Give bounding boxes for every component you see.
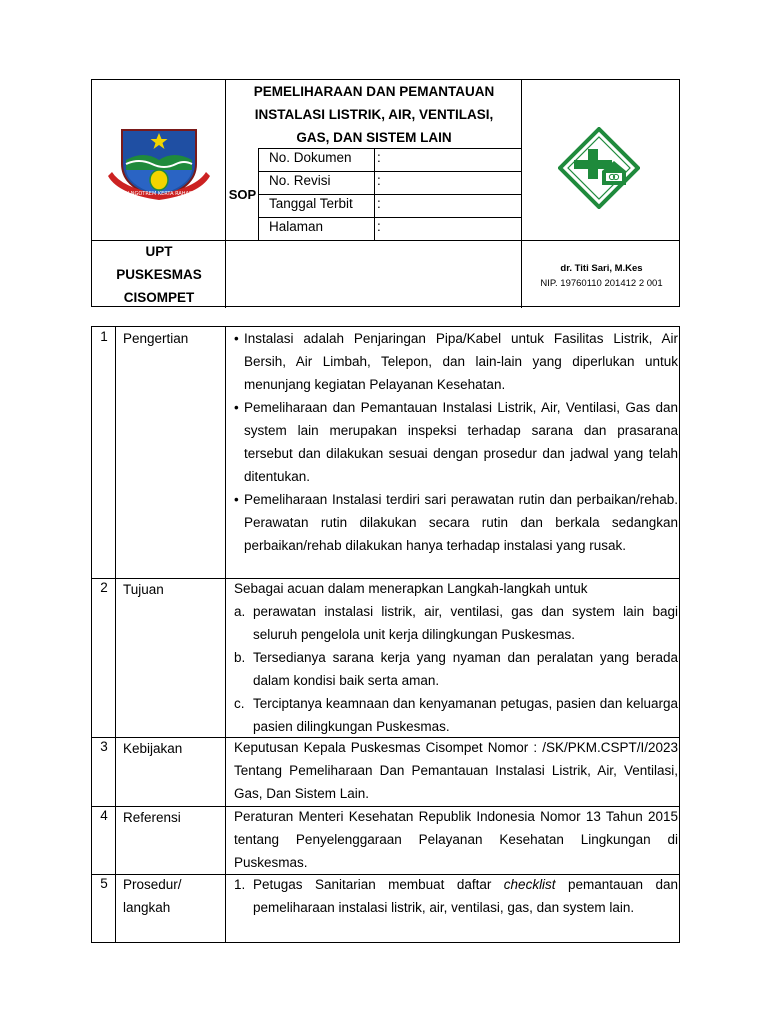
row-label: Pengertian bbox=[123, 331, 189, 346]
row-number: 5 bbox=[100, 876, 108, 891]
row-label: Kebijakan bbox=[123, 741, 183, 756]
meta-row-issue-date bbox=[259, 194, 522, 217]
puskesmas-logo-icon bbox=[558, 127, 640, 209]
row-label: Tujuan bbox=[123, 582, 164, 597]
meta-row-revision bbox=[259, 171, 522, 194]
step-marker: 1. bbox=[234, 877, 246, 892]
item-marker: c. bbox=[234, 696, 245, 711]
unit-line: CISOMPET bbox=[123, 290, 195, 305]
sop-label: SOP bbox=[228, 186, 257, 202]
title-line: GAS, DAN SISTEM LAIN bbox=[296, 130, 452, 145]
row-label bbox=[123, 873, 223, 919]
signatory-nip: NIP. 19760110 201412 2 001 bbox=[540, 278, 663, 289]
procedure-step bbox=[234, 873, 678, 919]
row-number: 1 bbox=[100, 329, 108, 344]
item-text: Terciptanya keamnaan dan kenyamanan petugas, pasien dan keluarga pasien dilingkungan Puskesmas. bbox=[253, 696, 678, 734]
unit-line: PUSKESMAS bbox=[116, 267, 202, 282]
meta-separator: : bbox=[377, 219, 381, 234]
step-text: Petugas Sanitarian membuat daftar bbox=[253, 877, 504, 892]
policy-content: Keputusan Kepala Puskesmas Cisompet Nomor : /SK/PKM.CSPT/I/2023 Tentang Pemeliharaan Dan Pemantauan Instalasi Listrik, Air, Ventilasi, Gas, Dan Sistem Lain. bbox=[234, 740, 678, 801]
step-text: pemantauan dan pemeliharaan instalasi listrik, air, ventilasi, gas, dan system lain. bbox=[253, 877, 678, 915]
bullet-item: • Instalasi adalah Penjaringan Pipa/Kabel untuk Fasilitas Listrik, Air Bersih, Air Limbah, Telepon, dan lain-lain yang diperlukan untuk menunjang kegiatan Pelayanan Kesehatan. bbox=[234, 327, 678, 396]
objective-item bbox=[234, 600, 678, 646]
label-line: Prosedur/ bbox=[123, 877, 182, 892]
definition-content bbox=[234, 327, 678, 557]
bullet-item: • Pemeliharaan dan Pemantauan Instalasi Listrik, Air, Ventilasi, Gas dan system lain merupakan inspeksi terhadap sarana dan prasarana tersebut dan dilakukan sesuai dengan prosedur dan jadwal yang telah ditentukan. bbox=[234, 396, 678, 488]
signatory-name: dr. Titi Sari, M.Kes bbox=[560, 263, 643, 274]
document-title bbox=[226, 80, 522, 149]
step-italic: checklist bbox=[503, 877, 556, 892]
objective-intro: Sebagai acuan dalam menerapkan Langkah-langkah untuk bbox=[234, 581, 588, 596]
meta-label: Halaman bbox=[269, 219, 324, 234]
meta-row-page bbox=[259, 217, 522, 240]
regency-emblem-icon bbox=[104, 124, 214, 204]
row-label: Referensi bbox=[123, 810, 181, 825]
objective-item bbox=[234, 646, 678, 692]
grid-line bbox=[225, 327, 226, 942]
item-marker: a. bbox=[234, 604, 246, 619]
title-line: INSTALASI LISTRIK, AIR, VENTILASI, bbox=[254, 107, 494, 122]
procedure-content bbox=[234, 873, 678, 919]
row-number: 3 bbox=[100, 739, 108, 754]
emblem-motto: SIH NGOTREM KERTA RAHARJA bbox=[120, 191, 198, 197]
unit-line: UPT bbox=[145, 244, 173, 259]
unit-name bbox=[92, 240, 226, 309]
bullet-item: • Pemeliharaan Instalasi terdiri sari perawatan rutin dan perbaikan/rehab. Perawatan rutin dilakukan secara rutin dan berkala sedangkan perbaikan/rehab dilakukan hanya terhadap instalasi yang rusak. bbox=[234, 488, 678, 557]
item-text: Tersedianya sarana kerja yang nyaman dan peralatan yang berada dalam kondisi baik serta aman. bbox=[253, 650, 678, 688]
objective-item bbox=[234, 692, 678, 738]
meta-row-document-number bbox=[259, 148, 522, 171]
header-table bbox=[91, 79, 680, 307]
row-number: 4 bbox=[100, 808, 108, 823]
item-text: perawatan instalasi listrik, air, ventilasi, gas dan system lain bagi seluruh pengelola unit kerja dilingkungan Puskesmas. bbox=[253, 604, 678, 642]
reference-content: Peraturan Menteri Kesehatan Republik Indonesia Nomor 13 Tahun 2015 tentang Penyelenggaraan Pelayanan Kesehatan Lingkungan di Puskesmas. bbox=[234, 809, 678, 870]
row-number: 2 bbox=[100, 580, 108, 595]
grid-line bbox=[115, 327, 116, 942]
meta-label: No. Dokumen bbox=[269, 150, 352, 165]
objective-content bbox=[234, 577, 678, 738]
meta-label: No. Revisi bbox=[269, 173, 331, 188]
item-marker: b. bbox=[234, 650, 246, 665]
meta-separator: : bbox=[377, 150, 381, 165]
label-line: langkah bbox=[123, 900, 171, 915]
title-line: PEMELIHARAAN DAN PEMANTAUAN bbox=[253, 84, 495, 99]
meta-label: Tanggal Terbit bbox=[269, 196, 353, 211]
meta-separator: : bbox=[377, 173, 381, 188]
meta-separator: : bbox=[377, 196, 381, 211]
procedure-table bbox=[91, 326, 680, 943]
